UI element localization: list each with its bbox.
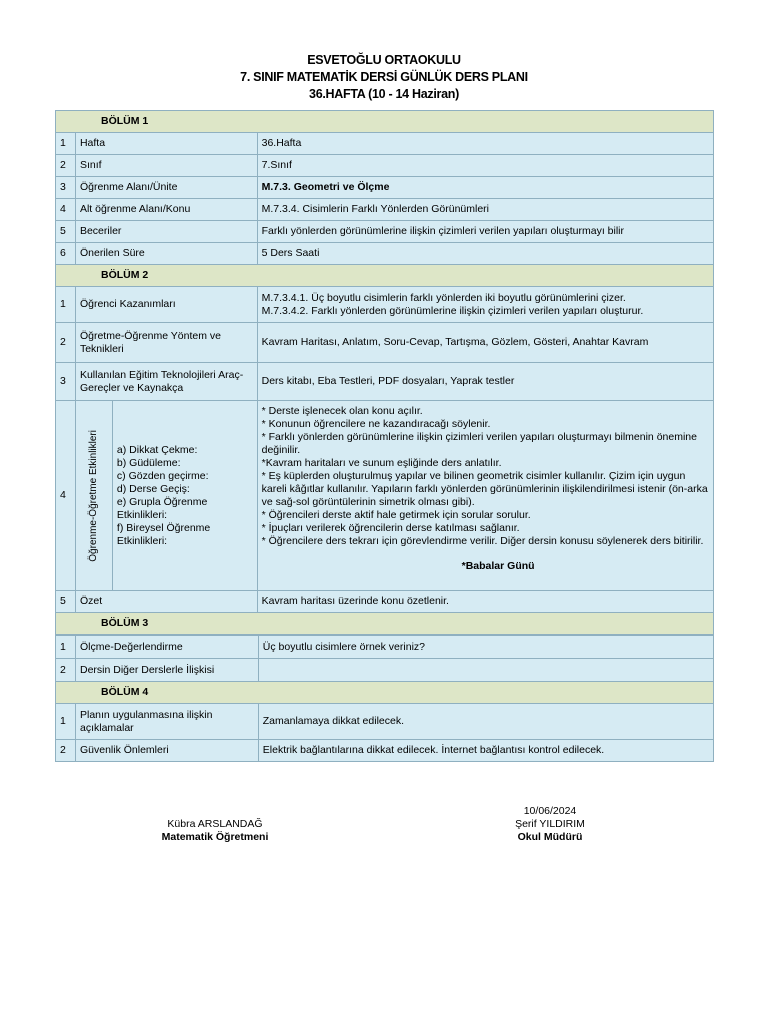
activity-steps: a) Dikkat Çekme: b) Güdüleme: c) Gözden geçirme: d) Derse Geçiş: e) Grupla Öğrenme Etkinlikleri: f) Bireysel Öğrenme Etkinlikleri: <box>112 401 257 591</box>
signature-date: 10/06/2024 <box>523 805 577 817</box>
school-name: ESVETOĞLU ORTAOKULU <box>307 53 461 67</box>
teacher-name: Kübra ARSLANDAĞ <box>167 818 263 830</box>
section-1-heading: BÖLÜM 1 <box>56 111 714 133</box>
table-row: 6 Önerilen Süre 5 Ders Saati <box>56 243 714 265</box>
lesson-plan-table <box>55 110 714 635</box>
table-row: 2 Dersin Diğer Derslerle İlişkisi <box>56 659 714 682</box>
table-row: 3 Kullanılan Eğitim Teknolojileri Araç-Gereçler ve Kaynakça Ders kitabı, Eba Testleri, PDF dosyaları, Yaprak testler <box>56 363 714 401</box>
table-row: 2 Güvenlik Önlemleri Elektrik bağlantılarına dikkat edilecek. İnternet bağlantısı kontrol edilecek. <box>56 740 714 762</box>
principal-title: Okul Müdürü <box>517 831 583 843</box>
section-3-heading: BÖLÜM 3 <box>56 613 714 635</box>
special-day-note: *Babalar Günü <box>461 560 535 572</box>
table-row: 3 Öğrenme Alanı/Ünite M.7.3. Geometri ve Ölçme <box>56 177 714 199</box>
table-row: 4 Alt öğrenme Alanı/Konu M.7.3.4. Cisimlerin Farklı Yönlerden Görünümleri <box>56 199 714 221</box>
section-2-heading: BÖLÜM 2 <box>56 265 714 287</box>
table-row: 1 Ölçme-Değerlendirme Üç boyutlu cisimlere örnek veriniz? <box>56 636 714 659</box>
table-row: 1 Öğrenci Kazanımları M.7.3.4.1. Üç boyutlu cisimlerin farklı yönlerden iki boyutlu görünümlerini çizer. M.7.3.4.2. Farklı yönlerden görünümlerine ilişkin çizimleri verilen yapıları oluşturur. <box>56 287 714 323</box>
activities: * Derste işlenecek olan konu açılır. * Konunun öğrencilere ne kazandıracağı söylenir. * Farklı yönlerden görünümlerine ilişkin çizimleri verilen yapıları oluşturmayı bilmenin önemine değinilir. *Kavram haritaları ve sunum eşliğinde ders anlatılır. * Eş küplerden oluşturulmuş yapılar ve bilinen geometrik cisimler kullanılır. Çizim için uygun kareli kâğıtlar kullanılır. Yapıların farklı yönlerden görünümlerinin ilişkilendirilmesi istenir (ön-arka ve sağ-sol görüntülerinin simetrik olması gibi). * Öğrencileri derste aktif hale getirmek için sorular sorulur. * İpuçları verilerek öğrencilerin derse katılması sağlanır. * Öğrencilere ders tekrarı için görevlendirme verilir. Diğer dersin konusu söylenerek ders bitirilir. *Babalar Günü <box>257 401 713 591</box>
teacher-signature <box>140 818 290 844</box>
lesson-plan-table-lower <box>55 635 714 762</box>
section-4-heading: BÖLÜM 4 <box>56 682 714 704</box>
table-row: 4 Öğrenme-Öğretme Etkinlikleri a) Dikkat Çekme: b) Güdüleme: c) Gözden geçirme: d) Derse Geçiş: e) Grupla Öğrenme Etkinlikleri: f) Bireysel Öğrenme Etkinlikleri: * Derste işlenecek olan konu açılır. * Konunun öğrencilere ne kazandıracağı söylenir. * Farklı yönlerden görünümlerine ilişkin çizimleri verilen yapıları oluşturmayı bilmenin önemine değinilir. *Kavram haritaları ve sunum eşliğinde ders anlatılır. * Eş küplerden oluşturulmuş yapılar ve bilinen geometrik cisimler kullanılır. Çizim için uygun kareli kâğıtlar kullanılır. Yapıların farklı yönlerden görünümlerinin ilişkilendirilmesi istenir (ön-arka ve sağ-sol görüntülerinin simetrik olması gibi). * Öğrencileri derste aktif hale getirmek için sorular sorulur. * İpuçları verilerek öğrencilerin derse katılması sağlanır. * Öğrencilere ders tekrarı için görevlendirme verilir. Diğer dersin konusu söylenerek ders bitirilir. *Babalar Günü <box>56 401 714 591</box>
table-row: 1 Hafta 36.Hafta <box>56 133 714 155</box>
plan-title: 7. SINIF MATEMATİK DERSİ GÜNLÜK DERS PLANI <box>240 70 528 84</box>
document-header <box>0 52 768 103</box>
kazanimlar: M.7.3.4.1. Üç boyutlu cisimlerin farklı yönlerden iki boyutlu görünümlerini çizer. M.7.3.4.2. Farklı yönlerden görünümlerine ilişkin çizimleri verilen yapıları oluşturur. <box>257 287 713 323</box>
principal-signature <box>480 805 620 844</box>
table-row: 5 Özet Kavram haritası üzerinde konu özetlenir. <box>56 591 714 613</box>
table-row: 1 Planın uygulanmasına ilişkin açıklamalar Zamanlamaya dikkat edilecek. <box>56 704 714 740</box>
table-row: 2 Sınıf 7.Sınıf <box>56 155 714 177</box>
vertical-label: Öğrenme-Öğretme Etkinlikleri <box>88 429 100 562</box>
principal-name: Şerif YILDIRIM <box>515 818 585 830</box>
week-title: 36.HAFTA (10 - 14 Haziran) <box>309 87 459 101</box>
vertical-label-cell <box>75 401 112 591</box>
table-row: 5 Beceriler Farklı yönlerden görünümlerine ilişkin çizimleri verilen yapıları oluşturmayı bilir <box>56 221 714 243</box>
teacher-title: Matematik Öğretmeni <box>161 831 269 843</box>
table-row: 2 Öğretme-Öğrenme Yöntem ve Teknikleri Kavram Haritası, Anlatım, Soru-Cevap, Tartışma, Gözlem, Gösteri, Anahtar Kavram <box>56 323 714 363</box>
